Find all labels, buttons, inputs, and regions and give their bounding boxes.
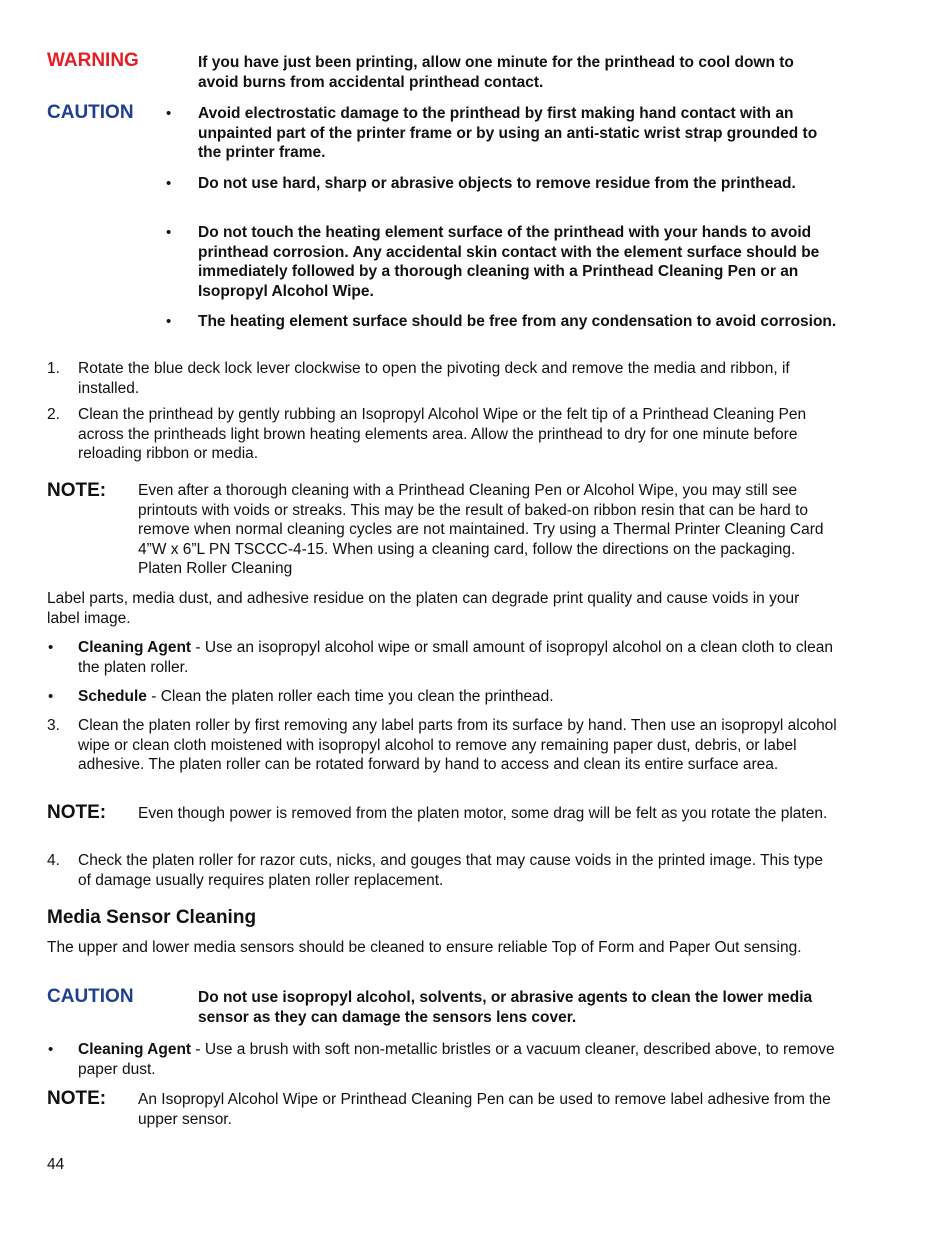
media-intro: The upper and lower media sensors should be cleaned to ensure reliable Top of Form and Paper Out sensing. — [47, 939, 802, 956]
note-text: An Isopropyl Alcohol Wipe or Printhead Cleaning Pen can be used to remove label adhesive from the upper sensor. — [138, 1091, 831, 1128]
platen-bullet — [78, 687, 838, 707]
note-label: NOTE: — [47, 480, 107, 501]
step-number: 4. — [47, 852, 60, 869]
step-text: Rotate the blue deck lock lever clockwise to open the pivoting deck and remove the media and ribbon, if installed. — [78, 360, 790, 397]
platen-bullet — [78, 638, 838, 677]
step-number: 2. — [47, 406, 60, 423]
step-text: Check the platen roller for razor cuts, nicks, and gouges that may cause voids in the printed image. This type of damage usually requires platen roller replacement. — [78, 852, 823, 889]
warning-text: If you have just been printing, allow one minute for the printhead to cool down to avoid burns from accidental printhead contact. — [198, 54, 794, 91]
note-label: NOTE: — [47, 1088, 107, 1109]
caution-item: The heating element surface should be free from any condensation to avoid corrosion. — [198, 313, 837, 330]
bullet-icon: • — [166, 105, 172, 122]
media-bullet — [78, 1040, 838, 1079]
bullet-icon: • — [48, 688, 54, 705]
note-text: Even though power is removed from the platen motor, some drag will be felt as you rotate the platen. — [138, 805, 828, 822]
bullet-term: Cleaning Agent — [78, 639, 192, 656]
step-text: Clean the platen roller by first removing any label parts from its surface by hand. Then use an isopropyl alcohol wipe or clean cloth moistened with isopropyl alcohol to remove any remaining paper dust, debris, or label adhesive. The platen roller can be rotated forward by hand to access and clean its entire surface area. — [78, 717, 837, 773]
step-number: 1. — [47, 360, 60, 377]
bullet-icon: • — [48, 1041, 54, 1058]
section-heading: Media Sensor Cleaning — [47, 907, 257, 928]
caution-item: Do not use hard, sharp or abrasive objects to remove residue from the printhead. — [198, 175, 796, 192]
caution-label: CAUTION — [47, 102, 134, 123]
warning-label: WARNING — [47, 50, 139, 71]
step-text: Clean the printhead by gently rubbing an Isopropyl Alcohol Wipe or the felt tip of a Printhead Cleaning Pen across the printheads light brown heating elements area. Allow the printhead to dry for one minute before reloading ribbon or media. — [78, 406, 807, 462]
bullet-term: Schedule — [78, 688, 147, 705]
bullet-icon: • — [166, 224, 172, 241]
bullet-desc: - Clean the platen roller each time you clean the printhead. — [146, 688, 554, 705]
note-label: NOTE: — [47, 802, 107, 823]
caution-item: Do not touch the heating element surface of the printhead with your hands to avoid printhead corrosion. Any accidental skin contact with the element surface should be immediately followed by a thorough cleaning with a Printhead Cleaning Pen or an Isopropyl Alcohol Wipe. — [198, 224, 820, 300]
bullet-icon: • — [166, 313, 172, 330]
step-number: 3. — [47, 717, 60, 734]
bullet-term: Cleaning Agent — [78, 1041, 192, 1058]
platen-intro: Label parts, media dust, and adhesive residue on the platen can degrade print quality and cause voids in your label image. — [47, 590, 800, 627]
caution-label: CAUTION — [47, 986, 134, 1007]
bullet-icon: • — [166, 175, 172, 192]
bullet-desc: - Use an isopropyl alcohol wipe or small amount of isopropyl alcohol on a clean cloth to clean the platen roller. — [78, 639, 833, 676]
note-text: Even after a thorough cleaning with a Printhead Cleaning Pen or Alcohol Wipe, you may still see printouts with voids or streaks. This may be the result of baked-on ribbon resin that can be hard to remove when normal cleaning cycles are not maintained. Try using a Thermal Printer Cleaning Card 4”W x 6”L PN TSCCC-4-15. When using a cleaning card, follow the directions on the packaging. Platen Roller Cleaning — [138, 482, 824, 577]
caution-text: Do not use isopropyl alcohol, solvents, or abrasive agents to clean the lower media sensor as they can damage the sensors lens cover. — [198, 989, 813, 1026]
caution-item: Avoid electrostatic damage to the printhead by first making hand contact with an unpainted part of the printer frame or by using an anti-static wrist strap grounded to the printer frame. — [198, 105, 818, 161]
bullet-desc: - Use a brush with soft non-metallic bristles or a vacuum cleaner, described above, to remove paper dust. — [78, 1041, 835, 1078]
bullet-icon: • — [48, 639, 54, 656]
page-number: 44 — [47, 1156, 65, 1173]
